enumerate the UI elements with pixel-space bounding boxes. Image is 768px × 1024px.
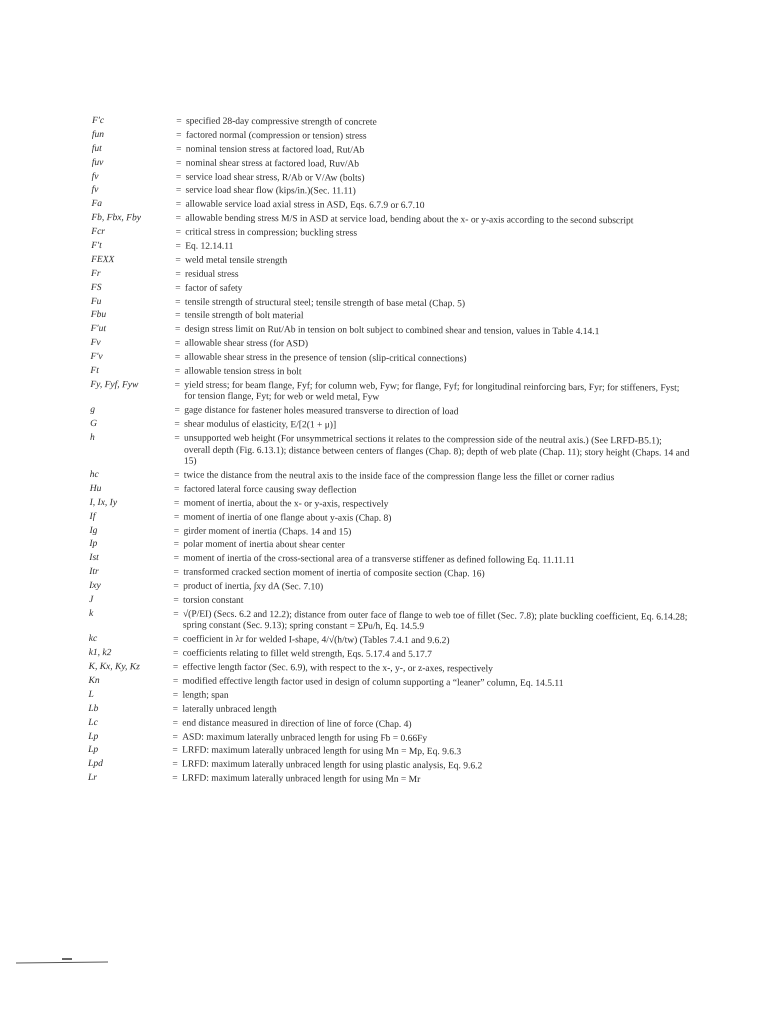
notation-entry	[89, 567, 689, 582]
notation-definition: service load shear stress, R/Ab or V/Aw (bolts)	[185, 172, 365, 184]
equals-sign: =	[175, 310, 181, 322]
notation-entry	[89, 634, 689, 649]
notation-definition: design stress limit on Rut/Ab in tension on bolt subject to combined shear and tension, values in Table 4.14.1	[184, 324, 600, 338]
notation-symbol: Fv	[90, 338, 101, 349]
equals-sign: =	[172, 648, 179, 659]
notation-entry	[88, 704, 688, 719]
equals-sign: =	[174, 433, 180, 444]
notation-definition: allowable shear stress (for ASD)	[184, 338, 309, 350]
equals-sign: =	[173, 595, 179, 606]
notation-definition: residual stress	[185, 269, 239, 280]
equals-sign: =	[172, 773, 178, 784]
notation-symbol: hc	[89, 469, 99, 481]
equals-sign: =	[173, 581, 179, 592]
notation-entry	[91, 338, 691, 353]
notation-entry	[89, 595, 689, 610]
notation-entry	[91, 227, 691, 242]
equals-sign: =	[176, 130, 182, 141]
notation-entry	[91, 269, 691, 284]
equals-sign: =	[175, 283, 181, 294]
notation-entry	[88, 773, 688, 788]
notation-definition: tensile strength of bolt material	[184, 311, 304, 322]
notation-definition: twice the distance from the neutral axis to the inside face of the compression flange less the fillet or corner radius	[183, 470, 615, 484]
equals-sign: =	[175, 297, 181, 308]
notation-symbol: Lp	[88, 745, 99, 756]
notation-symbol: Lp	[88, 731, 99, 742]
notation-symbol: fv	[91, 185, 99, 196]
notation-definition: modified effective length factor used in design of column supporting a “leaner” column, Eq. 14.5.11	[182, 676, 564, 689]
notation-symbol: fuv	[91, 157, 104, 168]
equals-sign: =	[172, 662, 179, 673]
notation-definition: coefficient in λr for welded I-shape, 4/√(h/tw) (Tables 7.4.1 and 9.6.2)	[182, 634, 450, 647]
notation-symbol: K, Kx, Ky, Kz	[88, 662, 140, 673]
notation-definition: transformed cracked section moment of inertia of composite section (Chap. 16)	[183, 567, 485, 580]
notation-definition: end distance measured in direction of line of force (Chap. 4)	[182, 718, 412, 730]
notation-definition: allowable shear stress in the presence of tension (slip-critical connections)	[184, 352, 467, 365]
notation-list	[88, 116, 692, 791]
notation-definition: torsion constant	[183, 595, 244, 606]
notation-definition: allowable service load axial stress in ASD, Eqs. 6.7.9 or 6.7.10	[185, 199, 425, 212]
notation-entry	[90, 498, 690, 513]
equals-sign: =	[174, 470, 180, 481]
notation-definition: factor of safety	[184, 283, 243, 294]
equals-sign: =	[172, 676, 179, 687]
equals-sign: =	[175, 213, 182, 224]
notation-definition: moment of inertia, about the x- or y-axis, respectively	[183, 498, 389, 510]
notation-symbol: F′v	[90, 352, 103, 363]
notation-entry	[89, 553, 689, 568]
notation-definition: specified 28-day compressive strength of concrete	[185, 116, 377, 128]
equals-sign: =	[174, 366, 181, 377]
notation-definition: allowable bending stress M/S in ASD at service load, bending about the x- or y-axis according to the second subscript	[185, 213, 634, 227]
notation-entry	[91, 283, 691, 298]
notation-symbol: Fy, Fyf, Fyw	[90, 379, 139, 391]
equals-sign: =	[176, 116, 182, 127]
notation-entry	[91, 199, 691, 214]
notation-definition: weld metal tensile strength	[185, 255, 288, 267]
notation-symbol: Kn	[88, 675, 100, 687]
equals-sign: =	[175, 172, 182, 183]
equals-sign: =	[174, 405, 180, 416]
notation-entry	[90, 512, 690, 527]
notation-definition: nominal shear stress at factored load, Ruv/Ab	[185, 158, 360, 170]
notation-symbol: I, Ix, Iy	[89, 497, 118, 508]
notation-entry	[88, 759, 688, 774]
notation-entry	[92, 130, 692, 145]
notation-symbol: Lpd	[88, 759, 103, 770]
notation-definition: yield stress; for beam flange, Fyf; for column web, Fyw; for flange, Fyf; for longitudinal reinforcing bars, Fyr; for stiffeners, Fyst; for tension flange, Fyt; for web or weld metal, Fyw	[184, 380, 680, 404]
notation-entry	[91, 213, 691, 228]
notation-definition: √(P/EI) (Secs. 6.2 and 12.2); distance from outer face of flange to web toe of fillet (Sec. 7.8); plate buckling coefficient, Eq. 6.14.28; spring constant (Sec. 9.13); spring constant = ΣPu/h, Eq. 14.5.9	[182, 609, 688, 633]
notation-entry	[90, 419, 690, 434]
notation-symbol: Ip	[89, 539, 98, 550]
equals-sign: =	[174, 380, 181, 391]
equals-sign: =	[174, 419, 180, 430]
notation-entry	[89, 648, 689, 663]
notation-symbol: G	[90, 419, 98, 430]
notation-entry	[92, 144, 692, 159]
notation-definition: nominal tension stress at factored load, Rut/Ab	[185, 144, 365, 156]
notation-symbol: Lb	[88, 703, 99, 714]
notation-definition: LRFD: maximum laterally unbraced length for using plastic analysis, Eq. 9.6.2	[182, 759, 483, 772]
equals-sign: =	[175, 255, 181, 266]
notation-entry	[91, 241, 691, 256]
notation-definition: ASD: maximum laterally unbraced length for using Fb = 0.66Fy	[182, 732, 428, 744]
notation-definition: polar moment of inertia about shear center	[183, 540, 345, 551]
notation-symbol: Fb, Fbx, Fby	[91, 213, 141, 224]
notation-entry	[91, 255, 691, 270]
notation-entry	[89, 662, 689, 677]
notation-symbol: Itr	[89, 567, 99, 578]
notation-symbol: Fa	[91, 199, 103, 210]
notation-definition: LRFD: maximum laterally unbraced length for using Mn = Mr	[181, 773, 421, 786]
equals-sign: =	[174, 484, 180, 495]
notation-symbol: Lc	[88, 717, 98, 728]
equals-sign: =	[172, 718, 178, 729]
notation-entry	[90, 433, 690, 471]
notation-symbol: Fr	[91, 268, 101, 279]
notation-definition: shear modulus of elasticity, E/[2(1 + μ)]	[184, 419, 337, 431]
equals-sign: =	[173, 526, 180, 537]
notation-entry	[90, 470, 690, 485]
equals-sign: =	[175, 241, 181, 252]
equals-sign: =	[176, 144, 182, 155]
notation-entry	[89, 676, 689, 691]
equals-sign: =	[173, 609, 179, 620]
scan-artifact-line	[16, 962, 108, 964]
notation-symbol: FS	[90, 282, 102, 293]
notation-entry	[89, 526, 689, 541]
notation-symbol: F′c	[91, 116, 105, 127]
notation-entry	[88, 745, 688, 760]
notation-definition: allowable tension stress in bolt	[184, 366, 302, 378]
notation-entry	[90, 484, 690, 499]
notation-symbol: Hu	[89, 483, 102, 494]
equals-sign: =	[172, 745, 178, 756]
notation-symbol: J	[89, 594, 94, 606]
equals-sign: =	[172, 759, 178, 770]
notation-entry	[92, 172, 692, 187]
equals-sign: =	[175, 199, 182, 210]
notation-definition: moment of inertia of the cross-sectional area of a transverse stiffener as defined following Eq. 11.11.11	[183, 553, 575, 567]
notation-definition: critical stress in compression; buckling stress	[185, 227, 358, 239]
notation-symbol: Fu	[90, 296, 102, 307]
notation-entry	[92, 158, 692, 173]
notation-symbol: h	[90, 433, 95, 444]
equals-sign: =	[174, 324, 181, 335]
scan-artifact-mark	[62, 958, 72, 960]
notation-entry	[89, 581, 689, 596]
equals-sign: =	[174, 338, 181, 349]
notation-symbol: F′t	[91, 241, 102, 252]
notation-definition: service load shear flow (kips/in.)(Sec. 11.11)	[185, 186, 356, 198]
notation-symbol: Fbu	[90, 310, 107, 321]
equals-sign: =	[173, 634, 179, 645]
notation-symbol: fut	[91, 143, 102, 154]
equals-sign: =	[175, 269, 181, 280]
notation-definition: girder moment of inertia (Chaps. 14 and 15)	[183, 526, 352, 538]
notation-symbol: F′ut	[90, 324, 107, 335]
notation-symbol: Ixy	[89, 581, 101, 592]
notation-definition: coefficients relating to fillet weld strength, Eqs. 5.17.4 and 5.17.7	[182, 648, 432, 661]
notation-symbol: Fcr	[91, 227, 106, 238]
equals-sign: =	[173, 553, 179, 564]
notation-symbol: If	[89, 511, 96, 522]
notation-entry	[90, 380, 690, 407]
notation-entry	[88, 718, 688, 733]
equals-sign: =	[173, 567, 179, 578]
notation-symbol: k1, k2	[88, 648, 112, 659]
notation-entry	[92, 116, 692, 131]
notation-definition: tensile strength of structural steel; tensile strength of base metal (Chap. 5)	[184, 297, 466, 309]
notation-symbol: fun	[91, 129, 105, 140]
equals-sign: =	[172, 704, 179, 715]
equals-sign: =	[174, 352, 181, 363]
notation-symbol: Ig	[89, 525, 98, 536]
equals-sign: =	[173, 498, 180, 509]
equals-sign: =	[175, 227, 181, 238]
equals-sign: =	[172, 690, 179, 701]
notation-definition: factored lateral force causing sway deflection	[183, 484, 357, 496]
notation-definition: factored normal (compression or tension) stress	[185, 130, 367, 142]
notation-entry	[88, 732, 688, 747]
notation-definition: product of inertia, ∫xy dA (Sec. 7.10)	[183, 581, 324, 593]
notation-definition: Eq. 12.14.11	[185, 241, 234, 252]
notation-symbol: FEXX	[91, 254, 115, 266]
notation-symbol: Ist	[89, 553, 99, 564]
equals-sign: =	[173, 512, 180, 523]
equals-sign: =	[173, 539, 180, 550]
notation-symbol: Lr	[87, 773, 97, 784]
notation-definition: effective length factor (Sec. 6.9), with respect to the x-, y-, or z-axes, respectively	[182, 662, 493, 675]
notation-entry	[90, 352, 690, 367]
notation-entry	[89, 539, 689, 554]
notation-entry	[88, 690, 688, 705]
notation-entry	[91, 297, 691, 312]
notation-entry	[92, 185, 692, 200]
notation-definition: LRFD: maximum laterally unbraced length for using Mn = Mp, Eq. 9.6.3	[182, 745, 462, 758]
notation-symbol: fv	[91, 171, 99, 182]
notation-entry	[89, 609, 689, 636]
notation-symbol: kc	[88, 634, 98, 645]
notation-definition: laterally unbraced length	[182, 704, 277, 715]
equals-sign: =	[172, 732, 178, 743]
notation-symbol: g	[90, 405, 95, 416]
notation-entry	[91, 310, 691, 325]
equals-sign: =	[175, 158, 182, 169]
notation-definition: length; span	[182, 690, 229, 701]
notation-symbol: L	[88, 689, 94, 700]
notation-definition: unsupported web height (For unsymmetrical sections it relates to the compression side of the neutral axis.) (See LRFD-B5.1); overall depth (Fig. 6.13.1); distance between centers of flanges (Chap. 8); depth of web plate (Chap. 11); story height (Chaps. 14 and 15)	[183, 433, 690, 467]
notation-definition: moment of inertia of one flange about y-axis (Chap. 8)	[183, 512, 392, 524]
notation-entry	[90, 405, 690, 420]
notation-entry	[91, 324, 691, 339]
notation-symbol: k	[88, 608, 94, 619]
notation-symbol: Ft	[90, 366, 99, 377]
equals-sign: =	[175, 185, 182, 196]
notation-entry	[90, 366, 690, 381]
notation-definition: gage distance for fastener holes measured transverse to direction of load	[184, 405, 459, 418]
